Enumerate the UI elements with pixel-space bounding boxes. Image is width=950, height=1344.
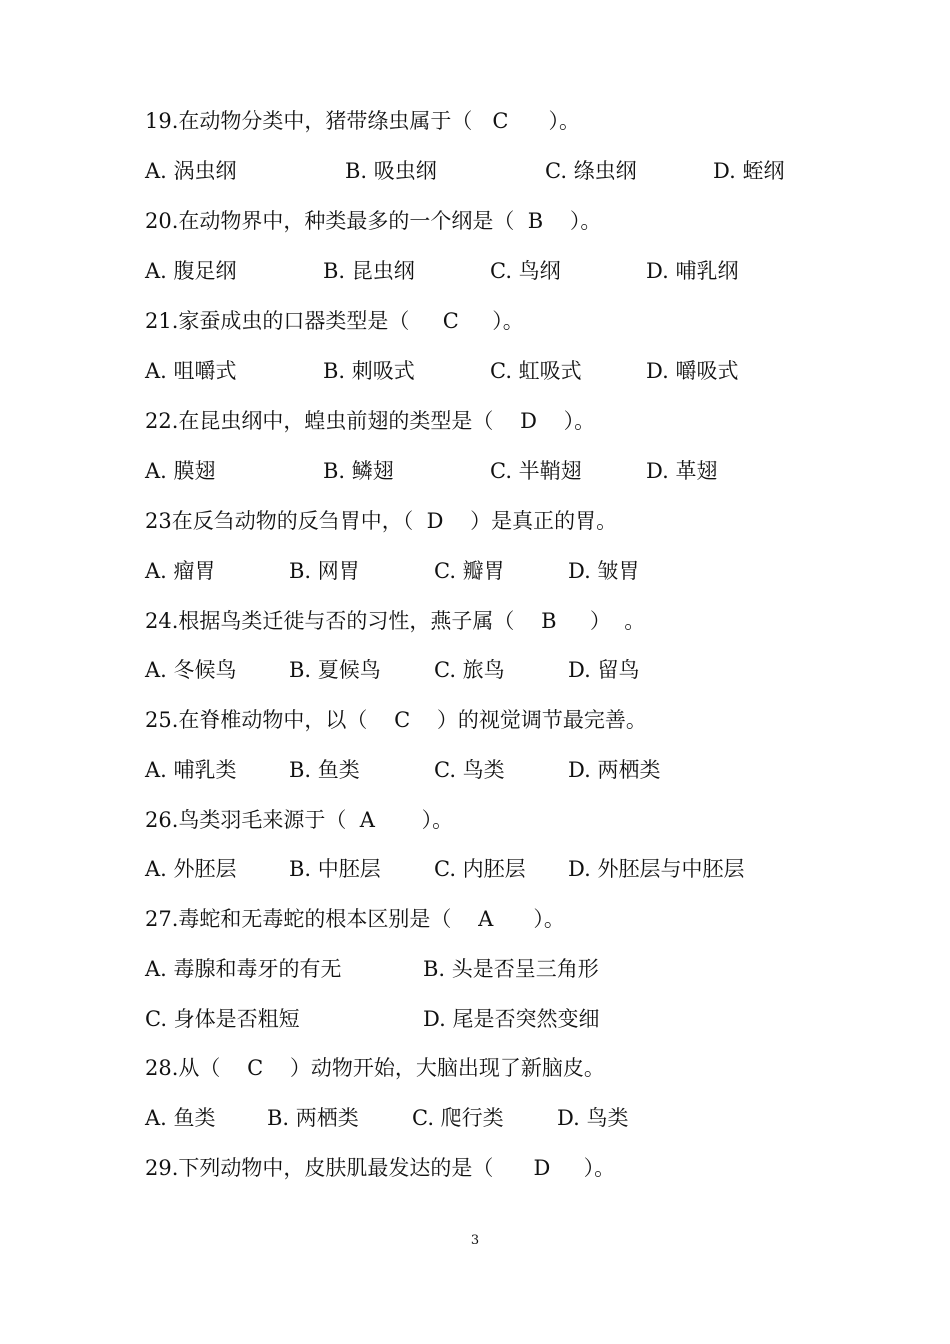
question-19-stem: 19.在动物分类中，猪带绦虫属于（ C ）。 xyxy=(145,109,581,133)
question-25-option-b: B. 鱼类 xyxy=(289,758,360,782)
question-21-option-a: A. 咀嚼式 xyxy=(145,359,237,383)
question-23-option-b: B. 网胃 xyxy=(289,559,360,583)
question-23-option-d: D. 皱胃 xyxy=(568,559,640,583)
question-27-option-b: B. 头是否呈三角形 xyxy=(423,957,599,981)
question-20-option-d: D. 哺乳纲 xyxy=(646,259,739,283)
question-19-option-c: C. 绦虫纲 xyxy=(545,159,637,183)
question-20-option-a: A. 腹足纲 xyxy=(145,259,237,283)
question-27-option-c: C. 身体是否粗短 xyxy=(145,1007,300,1031)
question-21-option-b: B. 刺吸式 xyxy=(323,359,415,383)
question-24-option-a: A. 冬候鸟 xyxy=(145,658,237,682)
question-21-stem: 21.家蚕成虫的口器类型是（ C ）。 xyxy=(145,309,524,333)
question-26-option-c: C. 内胚层 xyxy=(434,857,526,881)
question-28-option-a: A. 鱼类 xyxy=(145,1106,216,1130)
question-26-option-b: B. 中胚层 xyxy=(289,857,381,881)
question-19-option-a: A. 涡虫纲 xyxy=(145,159,237,183)
question-24-stem: 24.根据鸟类迁徙与否的习性，燕子属（ B ） 。 xyxy=(145,609,646,633)
question-28-stem: 28.从（ C ）动物开始，大脑出现了新脑皮。 xyxy=(145,1056,605,1080)
question-19-option-b: B. 吸虫纲 xyxy=(345,159,437,183)
question-27-option-a: A. 毒腺和毒牙的有无 xyxy=(145,957,342,981)
question-25-option-d: D. 两栖类 xyxy=(568,758,661,782)
question-19-option-d: D. 蛭纲 xyxy=(713,159,785,183)
question-26-option-d: D. 外胚层与中胚层 xyxy=(568,857,745,881)
question-28-option-d: D. 鸟类 xyxy=(557,1106,629,1130)
question-25-option-a: A. 哺乳类 xyxy=(145,758,237,782)
question-24-option-b: B. 夏候鸟 xyxy=(289,658,381,682)
question-26-option-a: A. 外胚层 xyxy=(145,857,237,881)
question-28-option-b: B. 两栖类 xyxy=(267,1106,359,1130)
question-22-option-b: B. 鳞翅 xyxy=(323,459,394,483)
question-23-option-c: C. 瓣胃 xyxy=(434,559,505,583)
question-28-option-c: C. 爬行类 xyxy=(412,1106,504,1130)
question-24-option-c: C. 旅鸟 xyxy=(434,658,505,682)
question-20-option-b: B. 昆虫纲 xyxy=(323,259,415,283)
question-25-option-c: C. 鸟类 xyxy=(434,758,505,782)
question-22-stem: 22.在昆虫纲中，蝗虫前翅的类型是（ D ）。 xyxy=(145,409,596,433)
question-22-option-c: C. 半鞘翅 xyxy=(490,459,582,483)
question-29-stem: 29.下列动物中，皮肤肌最发达的是（ D ）。 xyxy=(145,1156,616,1180)
question-23-option-a: A. 瘤胃 xyxy=(145,559,216,583)
question-27-option-d: D. 尾是否突然变细 xyxy=(423,1007,600,1031)
question-24-option-d: D. 留鸟 xyxy=(568,658,640,682)
question-20-option-c: C. 鸟纲 xyxy=(490,259,561,283)
question-26-stem: 26.鸟类羽毛来源于（ A ）。 xyxy=(145,808,454,832)
question-25-stem: 25.在脊椎动物中，以（ C ）的视觉调节最完善。 xyxy=(145,708,647,732)
question-22-option-a: A. 膜翅 xyxy=(145,459,216,483)
question-21-option-d: D. 嚼吸式 xyxy=(646,359,739,383)
question-21-option-c: C. 虹吸式 xyxy=(490,359,582,383)
question-23-stem: 23在反刍动物的反刍胃中，（ D ）是真正的胃。 xyxy=(145,509,618,533)
page-number: 3 xyxy=(470,1233,480,1248)
question-27-stem: 27.毒蛇和无毒蛇的根本区别是（ A ）。 xyxy=(145,907,565,931)
question-20-stem: 20.在动物界中，种类最多的一个纲是（ B ）。 xyxy=(145,209,602,233)
question-22-option-d: D. 革翅 xyxy=(646,459,718,483)
